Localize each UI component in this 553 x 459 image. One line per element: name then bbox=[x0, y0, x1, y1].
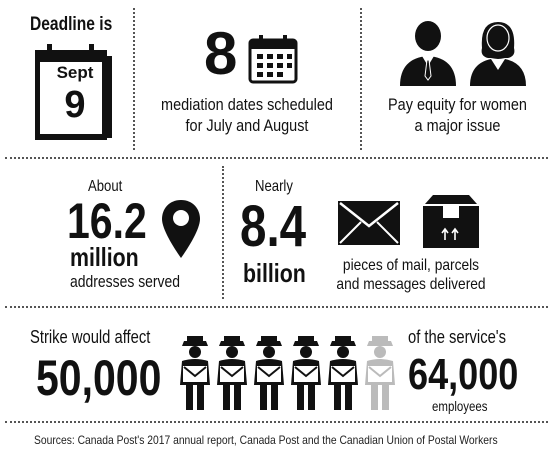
mail-carrier-row bbox=[178, 335, 398, 413]
addresses-prefix: About bbox=[88, 178, 123, 195]
strike-of-text: of the service's bbox=[408, 327, 506, 347]
strike-number: 50,000 bbox=[36, 350, 162, 406]
deadline-month: Sept bbox=[56, 63, 94, 82]
mediation-panel bbox=[136, 0, 358, 150]
mail-carrier-icon bbox=[215, 335, 249, 411]
addresses-unit: million bbox=[70, 242, 139, 272]
divider-horizontal-3 bbox=[5, 421, 548, 423]
divider-vertical-top-left bbox=[133, 8, 135, 150]
strike-text: Strike would affect bbox=[30, 327, 151, 347]
mediation-number: 8 bbox=[204, 20, 238, 87]
parcel-box-icon bbox=[421, 194, 481, 250]
calendar-icon bbox=[248, 34, 298, 84]
mail-carrier-icon bbox=[363, 335, 397, 411]
map-pin-icon bbox=[160, 198, 202, 260]
mail-panel bbox=[225, 160, 553, 305]
mail-carrier-icon bbox=[289, 335, 323, 411]
divider-horizontal-1 bbox=[5, 157, 548, 159]
pay-equity-text-line2: a major issue bbox=[414, 116, 501, 135]
mediation-text-line1: mediation dates scheduled bbox=[161, 95, 333, 114]
mail-number: 8.4 bbox=[240, 194, 307, 259]
deadline-label: Deadline is bbox=[30, 14, 113, 35]
pay-equity-panel bbox=[362, 0, 553, 150]
divider-vertical-middle bbox=[222, 166, 224, 299]
envelope-icon bbox=[337, 200, 401, 246]
sources-footnote: Sources: Canada Post's 2017 annual report, Canada Post and the Canadian Union of Postal Workers bbox=[34, 433, 498, 447]
mail-text-line2: and messages delivered bbox=[336, 276, 486, 293]
addresses-text: addresses served bbox=[70, 272, 181, 291]
pay-equity-text-line1: Pay equity for women bbox=[388, 95, 527, 114]
mail-carrier-icon bbox=[326, 335, 360, 411]
addresses-number: 16.2 bbox=[67, 193, 147, 249]
mediation-text-line2: for July and August bbox=[185, 116, 309, 135]
deadline-day: 9 bbox=[64, 84, 86, 126]
divider-horizontal-2 bbox=[5, 306, 548, 308]
addresses-panel bbox=[0, 160, 222, 305]
man-and-woman-icon bbox=[398, 18, 528, 88]
mail-prefix: Nearly bbox=[255, 178, 293, 195]
mail-text-line1: pieces of mail, parcels bbox=[342, 257, 480, 274]
deadline-panel bbox=[0, 0, 133, 150]
strike-total-label: employees bbox=[432, 398, 488, 414]
mail-carrier-icon bbox=[178, 335, 212, 411]
strike-total: 64,000 bbox=[408, 350, 519, 399]
mail-carrier-icon bbox=[252, 335, 286, 411]
strike-panel bbox=[0, 309, 553, 419]
mail-unit: billion bbox=[243, 258, 306, 288]
